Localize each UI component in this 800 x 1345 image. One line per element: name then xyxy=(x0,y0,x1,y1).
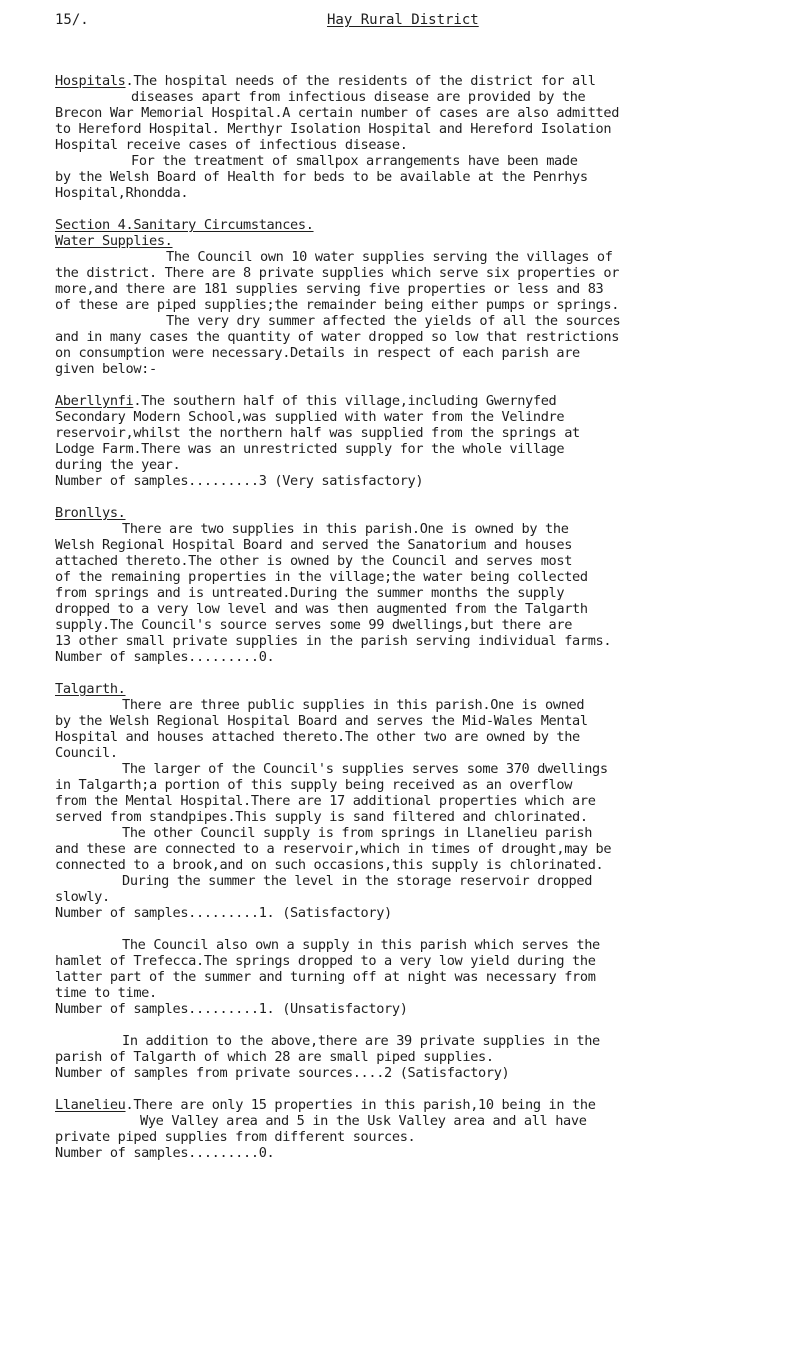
talgarth-samples: Number of samples from private sources....2 (Satisfactory) xyxy=(55,1065,510,1081)
llanelieu-samples: Number of samples.........0. xyxy=(55,1145,275,1161)
hospitals-line: Hospital,Rhondda. xyxy=(55,185,189,201)
water-line: The Council own 10 water supplies serving the villages of xyxy=(166,249,613,265)
water-line: The very dry summer affected the yields of all the sources xyxy=(166,313,621,329)
talgarth-line: and these are connected to a reservoir,which in times of drought,may be xyxy=(55,841,612,857)
bronllys-line: Welsh Regional Hospital Board and served the Sanatorium and houses xyxy=(55,537,573,553)
aberllynfi-line: reservoir,whilst the northern half was supplied from the springs at xyxy=(55,425,580,441)
talgarth-line: There are three public supplies in this parish.One is owned xyxy=(122,697,585,713)
talgarth-line: latter part of the summer and turning off at night was necessary from xyxy=(55,969,596,985)
bronllys-line: dropped to a very low level and was then augmented from the Talgarth xyxy=(55,601,588,617)
hospitals-heading: Hospitals xyxy=(55,73,126,89)
hospitals-line: by the Welsh Board of Health for beds to be available at the Penrhys xyxy=(55,169,588,185)
talgarth-line: The larger of the Council's supplies serves some 370 dwellings xyxy=(122,761,608,777)
bronllys-line: of the remaining properties in the village;the water being collected xyxy=(55,569,588,585)
hospitals-line: diseases apart from infectious disease are provided by the xyxy=(131,89,586,105)
talgarth-samples: Number of samples.........1. (Satisfactory) xyxy=(55,905,392,921)
bronllys-line: supply.The Council's source serves some 99 dwellings,but there are xyxy=(55,617,573,633)
page-header-title: Hay Rural District xyxy=(327,12,479,28)
talgarth-line: In addition to the above,there are 39 private supplies in the xyxy=(122,1033,600,1049)
bronllys-heading: Bronllys. xyxy=(55,505,126,521)
bronllys-line: attached thereto.The other is owned by the Council and serves most xyxy=(55,553,573,569)
hospitals-first-line xyxy=(55,73,596,89)
page-number: 15/. xyxy=(55,12,89,28)
llanelieu-heading: Llanelieu xyxy=(55,1097,126,1113)
talgarth-line: served from standpipes.This supply is sand filtered and chlorinated. xyxy=(55,809,588,825)
talgarth-line: parish of Talgarth of which 28 are small piped supplies. xyxy=(55,1049,494,1065)
talgarth-samples: Number of samples.........1. (Unsatisfactory) xyxy=(55,1001,408,1017)
talgarth-line: connected to a brook,and on such occasions,this supply is chlorinated. xyxy=(55,857,604,873)
water-line: and in many cases the quantity of water dropped so low that restrictions xyxy=(55,329,620,345)
bronllys-line: 13 other small private supplies in the parish serving individual farms. xyxy=(55,633,612,649)
hospitals-line: .The hospital needs of the residents of the district for all xyxy=(125,73,596,89)
talgarth-line: During the summer the level in the storage reservoir dropped xyxy=(122,873,593,889)
talgarth-line: Council. xyxy=(55,745,118,761)
water-line: given below:- xyxy=(55,361,157,377)
aberllynfi-heading: Aberllynfi xyxy=(55,393,134,409)
water-line: of these are piped supplies;the remainder being either pumps or springs. xyxy=(55,297,620,313)
hospitals-line: Hospital receive cases of infectious disease. xyxy=(55,137,408,153)
water-line: more,and there are 181 supplies serving five properties or less and 83 xyxy=(55,281,604,297)
section-heading: Section 4.Sanitary Circumstances. xyxy=(55,217,314,233)
llanelieu-line: Wye Valley area and 5 in the Usk Valley area and all have xyxy=(140,1113,587,1129)
talgarth-line: The Council also own a supply in this parish which serves the xyxy=(122,937,600,953)
hospitals-line: to Hereford Hospital. Merthyr Isolation Hospital and Hereford Isolation xyxy=(55,121,612,137)
aberllynfi-samples: Number of samples.........3 (Very satisfactory) xyxy=(55,473,424,489)
aberllynfi-line: during the year. xyxy=(55,457,181,473)
hospitals-line: Brecon War Memorial Hospital.A certain number of cases are also admitted xyxy=(55,105,620,121)
water-supplies-heading: Water Supplies. xyxy=(55,233,173,249)
aberllynfi-line: .The southern half of this village,including Gwernyfed xyxy=(133,393,557,409)
llanelieu-first-line xyxy=(55,1097,596,1113)
water-line: on consumption were necessary.Details in respect of each parish are xyxy=(55,345,580,361)
talgarth-line: by the Welsh Regional Hospital Board and serves the Mid-Wales Mental xyxy=(55,713,588,729)
talgarth-line: Hospital and houses attached thereto.The other two are owned by the xyxy=(55,729,580,745)
talgarth-line: time to time. xyxy=(55,985,157,1001)
talgarth-line: The other Council supply is from springs in Llanelieu parish xyxy=(122,825,593,841)
talgarth-line: hamlet of Trefecca.The springs dropped to a very low yield during the xyxy=(55,953,596,969)
hospitals-line: For the treatment of smallpox arrangements have been made xyxy=(131,153,578,169)
aberllynfi-first-line xyxy=(55,393,556,409)
aberllynfi-line: Lodge Farm.There was an unrestricted supply for the whole village xyxy=(55,441,565,457)
bronllys-samples: Number of samples.........0. xyxy=(55,649,275,665)
water-line: the district. There are 8 private supplies which serve six properties or xyxy=(55,265,620,281)
bronllys-line: There are two supplies in this parish.One is owned by the xyxy=(122,521,569,537)
aberllynfi-line: Secondary Modern School,was supplied with water from the Velindre xyxy=(55,409,565,425)
bronllys-line: from springs and is untreated.During the summer months the supply xyxy=(55,585,565,601)
talgarth-line: in Talgarth;a portion of this supply being received as an overflow xyxy=(55,777,573,793)
talgarth-line: from the Mental Hospital.There are 17 additional properties which are xyxy=(55,793,596,809)
talgarth-line: slowly. xyxy=(55,889,110,905)
talgarth-heading: Talgarth. xyxy=(55,681,126,697)
llanelieu-line: private piped supplies from different sources. xyxy=(55,1129,416,1145)
llanelieu-line: .There are only 15 properties in this parish,10 being in the xyxy=(125,1097,596,1113)
